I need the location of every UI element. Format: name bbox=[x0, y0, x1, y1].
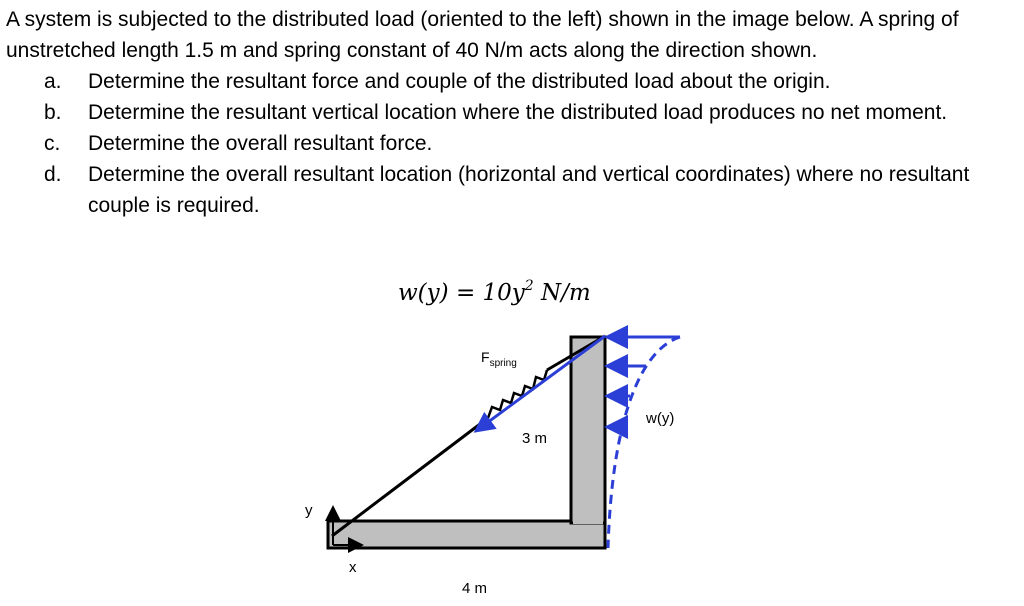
spring-label-main: F bbox=[481, 349, 490, 365]
spring-coil bbox=[488, 370, 547, 418]
spring-label-sub: spring bbox=[489, 358, 517, 369]
y-axis-label: y bbox=[305, 502, 313, 519]
horizontal-beam bbox=[328, 521, 605, 548]
part-letter: c. bbox=[44, 132, 61, 155]
x-axis-label: x bbox=[349, 559, 357, 576]
vertical-post bbox=[571, 337, 605, 523]
height-label: 3 m bbox=[522, 430, 548, 447]
problem-intro: A system is subjected to the distributed load (oriented to the left) shown in the image below. A spring of unstretched length 1.5 m and spring constant of 40 N/m acts along the direction shown. bbox=[6, 8, 959, 62]
part-letter: b. bbox=[44, 101, 62, 124]
part-text: Determine the resultant vertical location where the distributed load produces no net moment. bbox=[88, 101, 948, 124]
spring-force-label bbox=[481, 349, 517, 369]
load-label: w(y) bbox=[646, 410, 675, 427]
part-text: Determine the overall resultant force. bbox=[88, 132, 433, 155]
formula-exponent: 2 bbox=[524, 278, 534, 294]
part-letter: d. bbox=[44, 163, 62, 186]
width-label: 4 m bbox=[462, 580, 488, 597]
part-text: Determine the resultant force and couple of the distributed load about the origin. bbox=[88, 70, 831, 93]
spring-cable bbox=[332, 418, 488, 536]
joint-fill bbox=[573, 520, 603, 524]
part-text: Determine the overall resultant location (horizontal and vertical coordinates) where no resultant couple is required. bbox=[88, 163, 970, 217]
part-letter: a. bbox=[44, 70, 62, 93]
formula-lhs: w(y) = 10y bbox=[398, 280, 525, 306]
load-curve bbox=[608, 337, 680, 548]
formula-rhs: N/m bbox=[533, 280, 591, 306]
